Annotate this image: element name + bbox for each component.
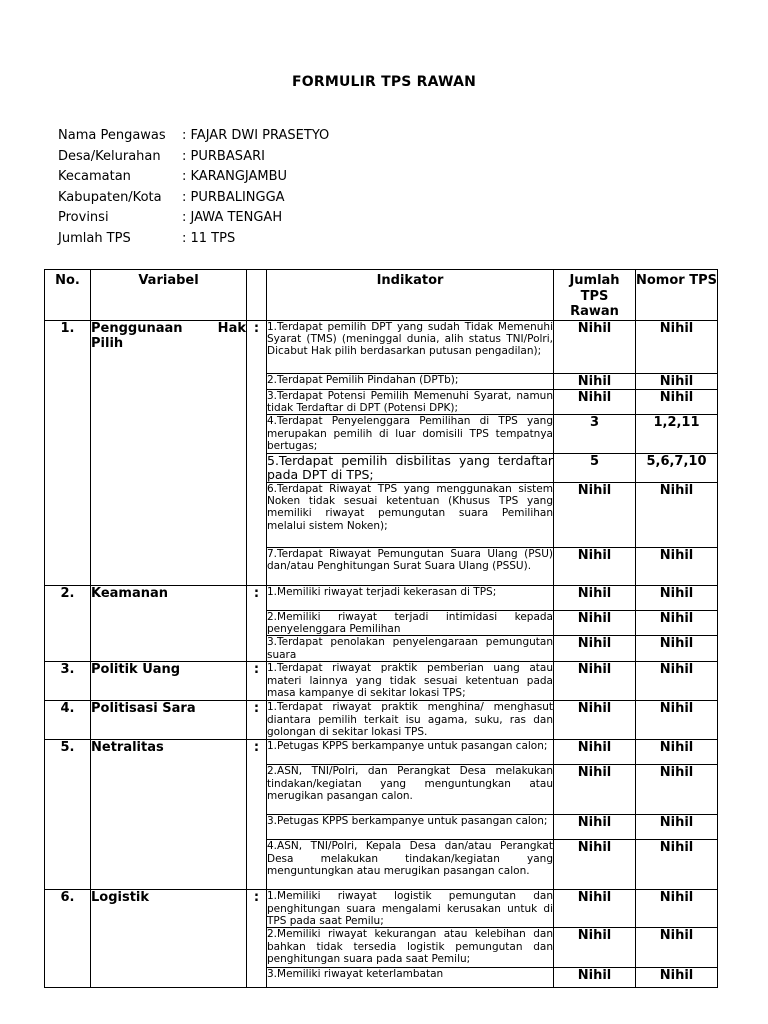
header-indikator: Indikator [267,270,554,321]
separator-colon: : [247,890,267,988]
header-no: No. [45,270,91,321]
jumlah-tps-rawan-value: Nihil [554,662,636,701]
jumlah-tps-rawan-value: Nihil [554,968,636,988]
table-row [45,585,718,610]
indikator-text: 3.Terdapat penolakan penyelengaraan pemungutan suara [267,636,553,661]
indikator-text: 2.Memiliki riwayat kekurangan atau kelebihan dan bahkan tidak tersedia logistik pemungutan dan penghitungan suara pada saat Pemilu; [267,928,554,968]
nomor-tps-value: Nihil [636,890,718,928]
nomor-tps-value: Nihil [636,636,718,662]
jumlah-tps-rawan-value: Nihil [554,928,636,968]
nomor-tps-value: Nihil [636,740,718,765]
separator-colon: : [247,585,267,662]
indikator-text: 3.Petugas KPPS berkampanye untuk pasangan calon; [267,815,554,840]
info-value: : PURBASARI [182,148,265,164]
nomor-tps-value: Nihil [636,968,718,988]
indikator-text: 1.Terdapat riwayat praktik pemberian uang atau materi lainnya yang tidak sesuai ketentuan pada masa kampanye di sekitar lokasi TPS; [267,662,553,699]
separator-colon: : [247,701,267,740]
separator-colon: : [247,662,267,701]
jumlah-tps-rawan-value: 5 [554,453,636,482]
info-row-provinsi [58,208,329,229]
tps-rawan-table [44,269,718,988]
jumlah-tps-rawan-value: Nihil [554,320,636,373]
info-value: : FAJAR DWI PRASETYO [182,128,330,143]
info-label: Jumlah TPS [58,230,131,246]
variabel-name: Logistik [91,890,247,988]
info-label: Kecamatan [58,169,131,185]
jumlah-tps-rawan-value: Nihil [554,482,636,547]
indikator-text: 4.ASN, TNI/Polri, Kepala Desa dan/atau Perangkat Desa melakukan tindakan/kegiatan yang menguntungkan atau merugikan pasangan calon. [267,840,554,890]
row-number: 5. [45,740,91,890]
header-jumlah-tps-rawan: Jumlah TPS Rawan [554,270,636,321]
nomor-tps-value: Nihil [636,815,718,840]
info-block [58,126,329,250]
variabel-name: Politisasi Sara [91,701,247,740]
nomor-tps-value: 1,2,11 [636,415,718,453]
indikator-text: 2.Terdapat Pemilih Pindahan (DPTb); [267,373,554,389]
row-number: 2. [45,585,91,662]
row-number: 1. [45,320,91,585]
nomor-tps-value: Nihil [636,547,718,585]
indikator-text: 7.Terdapat Riwayat Pemungutan Suara Ulang (PSU) dan/atau Penghitungan Surat Suara Ulang (PSSU). [267,547,554,585]
indikator-text: 5.Terdapat pemilih disbilitas yang terdaftar pada DPT di TPS; [267,452,553,482]
row-number: 4. [45,701,91,740]
nomor-tps-value: Nihil [636,840,718,890]
jumlah-tps-rawan-value: Nihil [554,547,636,585]
jumlah-tps-rawan-value: Nihil [554,373,636,389]
nomor-tps-value: Nihil [636,373,718,389]
indikator-text: 1.Petugas KPPS berkampanye untuk pasangan calon; [267,740,554,765]
info-label: Provinsi [58,210,109,226]
nomor-tps-value: 5,6,7,10 [636,453,718,482]
table-row [45,890,718,928]
info-value: : 11 TPS [182,230,236,246]
row-number: 6. [45,890,91,988]
nomor-tps-value: Nihil [636,482,718,547]
page-title: FORMULIR TPS RAWAN [291,74,477,90]
table-body [45,320,718,988]
jumlah-tps-rawan-value: Nihil [554,890,636,928]
nomor-tps-value: Nihil [636,765,718,815]
info-row-nama-pengawas [58,126,329,147]
separator-colon: : [247,740,267,890]
nomor-tps-value: Nihil [636,610,718,636]
indikator-text: 1.Memiliki riwayat terjadi kekerasan di TPS; [267,585,554,610]
variabel-name: Netralitas [91,740,247,890]
indikator-text: 2.ASN, TNI/Polri, dan Perangkat Desa melakukan tindakan/kegiatan yang menguntungkan atau merugikan pasangan calon. [267,765,554,815]
jumlah-tps-rawan-value: Nihil [554,701,636,740]
nomor-tps-value: Nihil [636,389,718,415]
info-label: Desa/Kelurahan [58,148,161,164]
info-row-kecamatan [58,167,329,188]
table-header-row [45,270,718,321]
indikator-text: 1.Terdapat riwayat praktik menghina/ menghasut diantara pemilih terkait isu agama, suku, ras dan golongan di sekitar lokasi TPS. [267,701,553,738]
info-row-jumlah-tps [58,229,329,250]
table-row [45,320,718,373]
indikator-text: 6.Terdapat Riwayat TPS yang menggunakan sistem Noken tidak sesuai ketentuan (Khusus TPS yang memiliki riwayat pemungutan suara Pemilihan melalui sistem Noken); [267,482,554,547]
jumlah-tps-rawan-value: Nihil [554,840,636,890]
nomor-tps-value: Nihil [636,928,718,968]
table-row [45,662,718,701]
jumlah-tps-rawan-value: Nihil [554,765,636,815]
table-row [45,701,718,740]
indikator-text: 3.Memiliki riwayat keterlambatan [267,968,554,988]
header-nomor-tps: Nomor TPS [636,270,718,321]
indikator-text: 1.Terdapat pemilih DPT yang sudah Tidak Memenuhi Syarat (TMS) (meninggal dunia, alih status TNI/Polri, Dicabut Hak pilih berdasarkan putusan pengadilan); [267,320,554,373]
info-row-desa [58,147,329,168]
nomor-tps-value: Nihil [636,701,718,740]
jumlah-tps-rawan-value: Nihil [554,610,636,636]
row-number: 3. [45,662,91,701]
info-value: : JAWA TENGAH [182,210,283,226]
separator-colon: : [247,320,267,585]
info-label: Kabupaten/Kota [58,189,162,205]
info-label: Nama Pengawas [58,128,166,143]
info-row-kabupaten [58,188,329,209]
variabel-name: Politik Uang [91,662,247,701]
variabel-name: Penggunaan Hak Pilih [91,320,247,585]
table-row [45,740,718,765]
nomor-tps-value: Nihil [636,662,718,701]
header-separator [247,270,267,321]
variabel-name: Keamanan [91,585,247,662]
jumlah-tps-rawan-value: Nihil [554,815,636,840]
indikator-text: 1.Memiliki riwayat logistik pemungutan dan penghitungan suara mengalami kerusakan untuk di TPS pada saat Pemilu; [267,890,553,927]
jumlah-tps-rawan-value: Nihil [554,585,636,610]
jumlah-tps-rawan-value: Nihil [554,636,636,662]
header-variabel: Variabel [91,270,247,321]
jumlah-tps-rawan-value: Nihil [554,389,636,415]
info-value: : KARANGJAMBU [182,169,288,185]
indikator-text: 2.Memiliki riwayat terjadi intimidasi kepada penyelenggara Pemilihan [267,610,553,635]
nomor-tps-value: Nihil [636,585,718,610]
info-value: : PURBALINGGA [182,189,285,205]
jumlah-tps-rawan-value: Nihil [554,740,636,765]
jumlah-tps-rawan-value: 3 [554,415,636,453]
nomor-tps-value: Nihil [636,320,718,373]
indikator-text: 3.Terdapat Potensi Pemilih Memenuhi Syarat, namun tidak Terdaftar di DPT (Potensi DPK); [267,389,553,414]
indikator-text: 4.Terdapat Penyelenggara Pemilihan di TPS yang merupakan pemilih di luar domisili TPS tempatnya bertugas; [267,415,553,453]
